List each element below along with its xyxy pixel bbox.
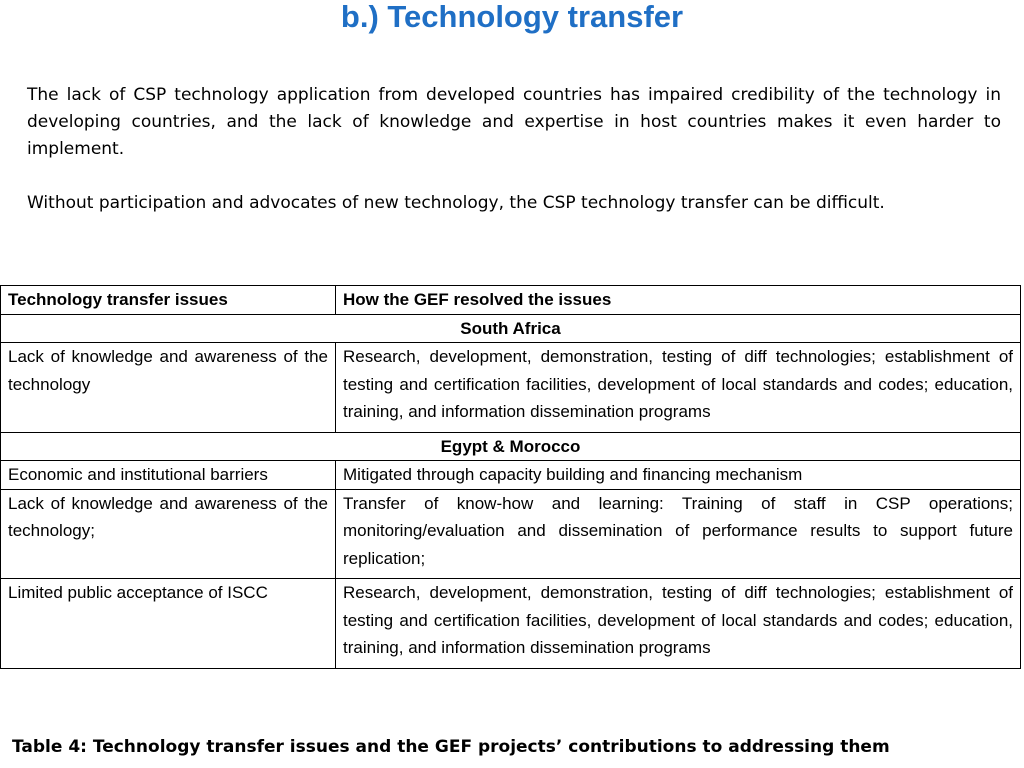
issue-cell: Limited public acceptance of ISCC	[1, 579, 336, 669]
region-row	[1, 432, 1021, 461]
header-issues: Technology transfer issues	[1, 286, 336, 315]
table-row	[1, 461, 1021, 490]
issue-cell: Lack of knowledge and awareness of the technology;	[1, 489, 336, 579]
issue-cell: Lack of knowledge and awareness of the technology	[1, 343, 336, 433]
header-resolution: How the GEF resolved the issues	[336, 286, 1021, 315]
region-egypt-morocco: Egypt & Morocco	[1, 432, 1021, 461]
table-row	[1, 579, 1021, 669]
resolution-cell: Mitigated through capacity building and financing mechanism	[336, 461, 1021, 490]
page-title: b.) Technology transfer	[340, 0, 684, 34]
region-row	[1, 314, 1021, 343]
resolution-cell: Research, development, demonstration, testing of diff technologies; establishment of testing and certification facilities, development of local standards and codes; education, training, and information dissemination programs	[336, 343, 1021, 433]
table-row	[1, 489, 1021, 579]
table-header-row	[1, 286, 1021, 315]
region-south-africa: South Africa	[1, 314, 1021, 343]
technology-transfer-table	[0, 285, 1021, 669]
resolution-cell: Research, development, demonstration, testing of diff technologies; establishment of testing and certification facilities, development of local standards and codes; education, training, and information dissemination programs	[336, 579, 1021, 669]
resolution-cell: Transfer of know-how and learning: Training of staff in CSP operations; monitoring/evaluation and dissemination of performance results to support future replication;	[336, 489, 1021, 579]
table-row	[1, 343, 1021, 433]
table-caption: Table 4: Technology transfer issues and the GEF projects’ contributions to addressing them	[12, 737, 890, 757]
intro-paragraph-2: Without participation and advocates of new technology, the CSP technology transfer can be difficult.	[27, 193, 885, 213]
intro-text	[27, 82, 1001, 217]
issue-cell: Economic and institutional barriers	[1, 461, 336, 490]
intro-paragraph-1: The lack of CSP technology application from developed countries has impaired credibility of the technology in developing countries, and the lack of knowledge and expertise in host countries makes it even harder to implement.	[27, 85, 1001, 159]
